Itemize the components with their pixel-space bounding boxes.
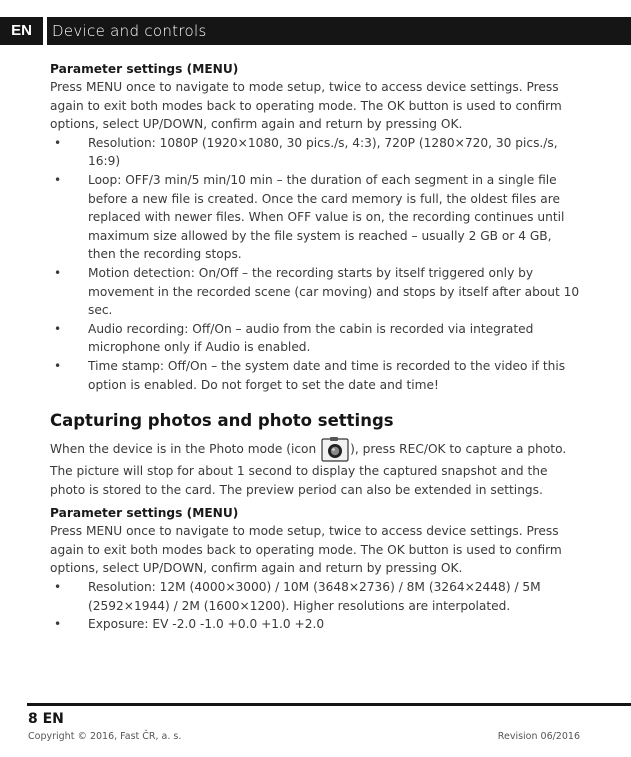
page-content [50,60,580,634]
photo-mode-description [50,436,580,499]
revision-label: Revision 06/2016 [497,731,580,742]
photo-text-before-icon: When the device is in the Photo mode (icon [50,442,321,457]
list-item [50,171,580,264]
bullet: • [54,358,62,373]
camera-icon [321,436,349,462]
bullet: • [54,580,62,595]
list-item-text: Time stamp: Off/On – the system date and time is recorded to the video if this option is enabled. Do not forget to set the date and time! [88,358,566,392]
photo-settings-list [50,578,580,634]
list-item [50,320,580,357]
photo-menu-instructions: Press MENU once to navigate to mode setup, twice to access device settings. Press again to exit both modes back to operating mode. The OK button is used to confirm options, select UP/DOWN, confirm again and return by pressing OK. [50,524,562,576]
bullet: • [54,172,62,187]
page-header [0,17,631,45]
list-item-text: Exposure: EV -2.0 -1.0 +0.0 +1.0 +2.0 [88,617,325,632]
bullet: • [54,321,62,336]
capturing-photos-heading: Capturing photos and photo settings [50,411,394,431]
video-settings-list [50,134,580,394]
list-item [50,615,580,634]
list-item-text: Resolution: 12M (4000×3000) / 10M (3648×2736) / 8M (3264×2448) / 5M (2592×1944) / 2M (1600×1200). Higher resolutions are interpolated. [88,580,541,613]
section-title: Device and controls [47,17,631,45]
list-item-text: Loop: OFF/3 min/5 min/10 min – the duration of each segment in a single file before a new file is created. Once the card memory is full, the oldest files are replaced with newer files. When OFF value is on, the recording continues until maximum size allowed by the file system is reached – usually 2 GB or 4 GB, then the recording stops. [88,172,565,262]
list-item [50,357,580,394]
list-item [50,134,580,171]
footer-divider [27,703,631,706]
list-item-text: Motion detection: On/Off – the recording starts by itself triggered only by movement in the recorded scene (car moving) and stops by itself after about 10 sec. [88,265,580,318]
copyright-notice: Copyright © 2016, Fast ČR, a. s. [28,731,182,742]
bullet: • [54,265,62,280]
list-item [50,578,580,615]
list-item-text: Resolution: 1080P (1920×1080, 30 pics./s, 4:3), 720P (1280×720, 30 pics./s, 16:9) [88,135,558,169]
parameter-settings-heading: Parameter settings (MENU) [50,62,239,76]
language-tab: EN [0,17,43,45]
bullet: • [54,617,62,632]
list-item-text: Audio recording: Off/On – audio from the cabin is recorded via integrated microphone only if Audio is enabled. [88,321,534,355]
list-item [50,264,580,320]
page-number: 8 EN [28,711,64,727]
photo-text-after-icon: ), press REC/OK to capture a photo. The picture will stop for about 1 second to display the captured snapshot and the photo is stored to the card. The preview period can also be extended in settings. [50,442,567,497]
bullet: • [54,135,62,150]
menu-instructions: Press MENU once to navigate to mode setup, twice to access device settings. Press again to exit both modes back to operating mode. The OK button is used to confirm options, select UP/DOWN, confirm again and return by pressing OK. [50,80,562,132]
photo-parameter-settings-heading: Parameter settings (MENU) [50,506,239,521]
